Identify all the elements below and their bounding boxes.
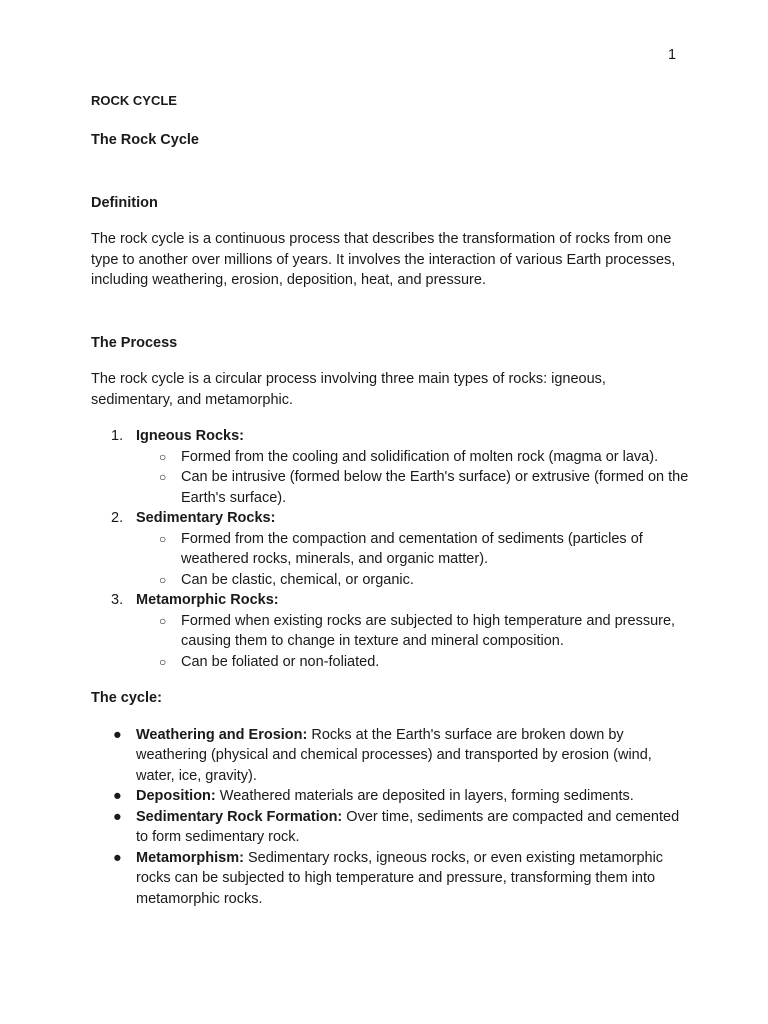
list-number: 3.	[111, 592, 124, 608]
rock-types-list	[91, 426, 691, 672]
cycle-term: Sedimentary Rock Formation:	[136, 808, 343, 825]
rock-type-name: Metamorphic Rocks:	[136, 592, 279, 608]
hollow-circle-bullet-icon: ○	[159, 449, 167, 464]
cycle-heading: The cycle:	[91, 690, 162, 706]
rock-type-metamorphic	[91, 590, 691, 672]
document-body	[91, 91, 691, 909]
sub-list-item: ○ Formed when existing rocks are subjected to high temperature and pressure, causing them to change in texture and mineral composition.	[159, 612, 676, 649]
cycle-term: Weathering and Erosion:	[136, 726, 308, 743]
sub-list-item: ○ Can be intrusive (formed below the Earth's surface) or extrusive (formed on the Earth's surface).	[159, 469, 689, 506]
rock-type-name: Sedimentary Rocks:	[136, 510, 276, 526]
definition-heading: Definition	[91, 194, 158, 211]
bullet-icon: ●	[113, 849, 122, 866]
cycle-term: Deposition:	[136, 788, 216, 804]
cycle-item-weathering	[91, 725, 691, 787]
process-paragraph: The rock cycle is a circular process involving three main types of rocks: igneous, sedimentary, and metamorphic.	[91, 371, 606, 408]
sub-list	[136, 529, 691, 591]
sub-list	[136, 447, 691, 509]
process-heading: The Process	[91, 334, 178, 351]
sub-list-item: ○ Can be clastic, chemical, or organic.	[136, 570, 691, 591]
cycle-description: Weathered materials are deposited in layers, forming sediments.	[215, 788, 634, 804]
hollow-circle-bullet-icon: ○	[159, 613, 167, 628]
hollow-circle-bullet-icon: ○	[159, 654, 167, 669]
list-number: 2.	[111, 510, 124, 526]
cycle-item-sedimentary-formation	[91, 807, 691, 848]
cycle-list	[91, 725, 691, 910]
cycle-item-metamorphism	[91, 848, 691, 910]
cycle-description: Sedimentary rocks, igneous rocks, or even existing metamorphic rocks can be subjected to high temperature and pressure, transforming them into metamorphic rocks.	[136, 849, 664, 907]
hollow-circle-bullet-icon: ○	[159, 531, 167, 546]
cycle-description: Rocks at the Earth's surface are broken down by weathering (physical and chemical processes) and transported by erosion (wind, water, ice, gravity).	[136, 726, 652, 784]
hollow-circle-bullet-icon: ○	[159, 470, 167, 484]
rock-type-igneous	[91, 426, 691, 508]
sub-list-item: ○ Can be foliated or non-foliated.	[136, 652, 691, 673]
document-title: ROCK CYCLE	[91, 93, 177, 108]
list-number: 1.	[111, 428, 124, 444]
definition-paragraph: The rock cycle is a continuous process that describes the transformation of rocks from one type to another over millions of years. It involves the interaction of various Earth processes, including weathering, erosion, deposition, heat, and pressure.	[91, 231, 676, 288]
hollow-circle-bullet-icon: ○	[159, 572, 167, 587]
sub-list-item: ○ Formed from the compaction and cementation of sediments (particles of weathered rocks, minerals, and organic matter).	[159, 530, 643, 567]
page-number: 1	[668, 47, 677, 63]
sub-list	[136, 611, 691, 673]
bullet-icon: ●	[113, 808, 122, 825]
document-subtitle: The Rock Cycle	[91, 132, 199, 148]
cycle-description: Over time, sediments are compacted and cemented to form sedimentary rock.	[136, 808, 680, 845]
bullet-icon: ●	[113, 726, 122, 743]
bullet-icon: ●	[113, 788, 122, 804]
rock-type-sedimentary	[91, 508, 691, 590]
rock-type-name: Igneous Rocks:	[136, 428, 244, 444]
sub-list-item: ○ Formed from the cooling and solidification of molten rock (magma or lava).	[136, 447, 691, 468]
cycle-term: Metamorphism:	[136, 849, 244, 866]
cycle-item-deposition	[91, 786, 691, 807]
